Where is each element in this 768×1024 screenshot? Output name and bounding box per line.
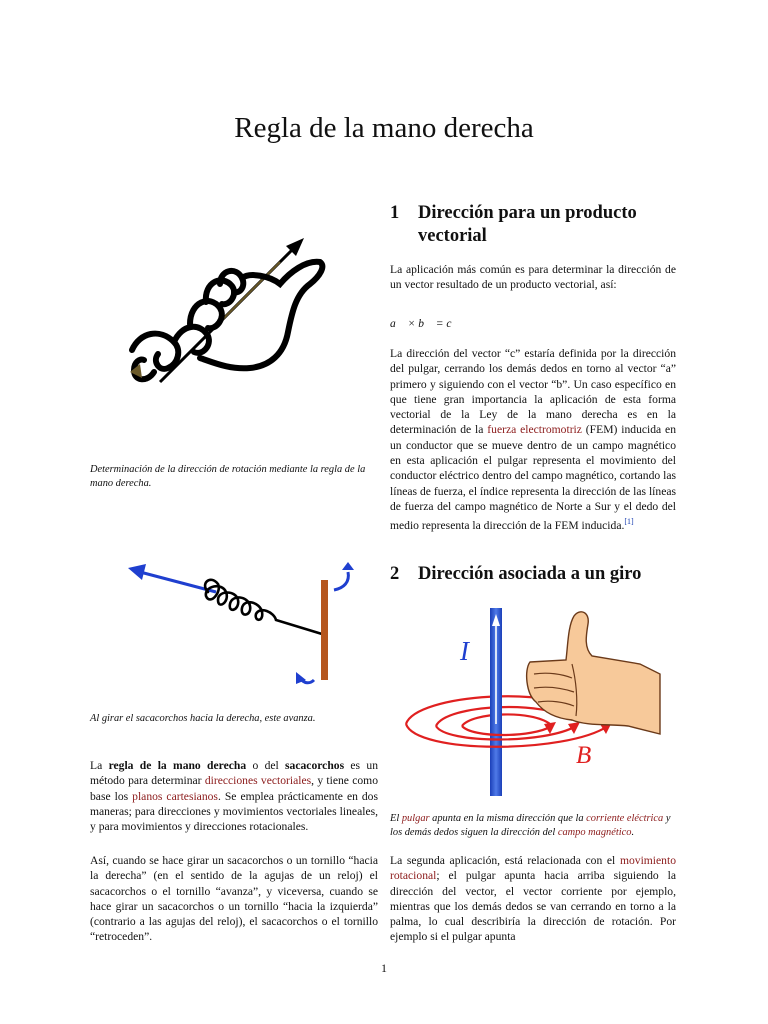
link-movimiento-rotacional[interactable]: movimiento rotacional (390, 854, 676, 883)
page-number: 1 (381, 961, 387, 975)
link-campo-magnetico[interactable]: campo magnético (557, 826, 632, 838)
reference-link-1[interactable]: [1] (624, 517, 634, 527)
right-hand-rule-figure (120, 232, 340, 392)
cross-product-formula: a⃗ × b⃗ = c⃗ (390, 318, 461, 330)
field-label-b: B (576, 742, 592, 769)
link-pulgar[interactable]: pulgar (401, 813, 430, 824)
link-corriente-electrica[interactable]: corriente eléctrica (586, 813, 664, 824)
section-2-heading: 2 Dirección asociada a un giro (390, 564, 642, 584)
current-label-i: I (460, 636, 469, 666)
link-planos-cartesianos[interactable]: planos cartesianos (132, 789, 218, 803)
thumb-figure-caption: El pulgar apunta en la misma dirección que la corriente eléctrica y los demás dedos siguen la dirección del campo magnético. (390, 813, 671, 838)
section-2-paragraph-1: La segunda aplicación, está relacionada con el movimiento rotacional; el pulgar apunta hacia arriba siguiendo la dirección del vector, el vector corriente por ejemplo, mientras que los demás dedos se van cerrando en torno a la palma, lo cual describiría la dirección de rotación. Por ejemplo si el pulgar apunta (390, 854, 676, 944)
link-direcciones-vectoriales[interactable]: direcciones vectoriales (204, 774, 312, 788)
section-1-paragraph-1: La aplicación más común es para determinar la dirección de un vector resultado de un producto vectorial, así: (390, 263, 676, 292)
section-1-paragraph-2: La dirección del vector “c” estaría definida por la dirección del pulgar, cerrando los demás dedos en torno al vector “a” primero y siguiendo con el vector “b”. Un caso específico en que tiene gran importancia la aplicación de esta forma vectorial de la Ley de la mano derecha es en la determinación de la fuerza electromotriz (FEM) inducida en un conductor que se mueve dentro de un campo magnético en esta aplicación el pulgar representa el movimiento del conductor eléctrico dentro del campo magnético, cortando las líneas de fuerza, el índice representa la dirección de las líneas de fuerza del campo magnético de Norte a Sur y el dedo del medio representa la dirección de la FEM inducida.[1] (390, 347, 676, 533)
thumb-rule-figure (396, 604, 660, 804)
intro-paragraph-2: Así, cuando se hace girar un sacacorchos o un tornillo “hacia la derecha” (en el sentido de la agujas de un reloj) el sacacorchos o el tornillo “avanza”, y viceversa, cuando se hace girar un sacacorchos o un tornillo “hacia la izquierda” (contrario a las agujas del reloj), el sacacorchos o el tornillo “retroceden”. (90, 854, 378, 944)
link-fuerza-electromotriz[interactable]: fuerza electromotriz (487, 423, 582, 437)
corkscrew-figure (126, 562, 356, 692)
corkscrew-figure-caption: Al girar el sacacorchos hacia la derecha, este avanza. (90, 713, 316, 724)
page-title: Regla de la mano derecha (234, 112, 534, 144)
hand-figure-caption: Determinación de la dirección de rotación mediante la regla de la mano derecha. (90, 464, 366, 489)
section-1-heading: 1 Dirección para un producto vectorial (390, 203, 637, 246)
intro-paragraph-1: La regla de la mano derecha o del sacacorchos es un método para determinar direcciones vectoriales, y tiene como base los planos cartesianos. Se emplea prácticamente en dos maneras; para direcciones y movimientos vectoriales lineales, y para movimientos y direcciones rotacionales. (90, 759, 378, 834)
